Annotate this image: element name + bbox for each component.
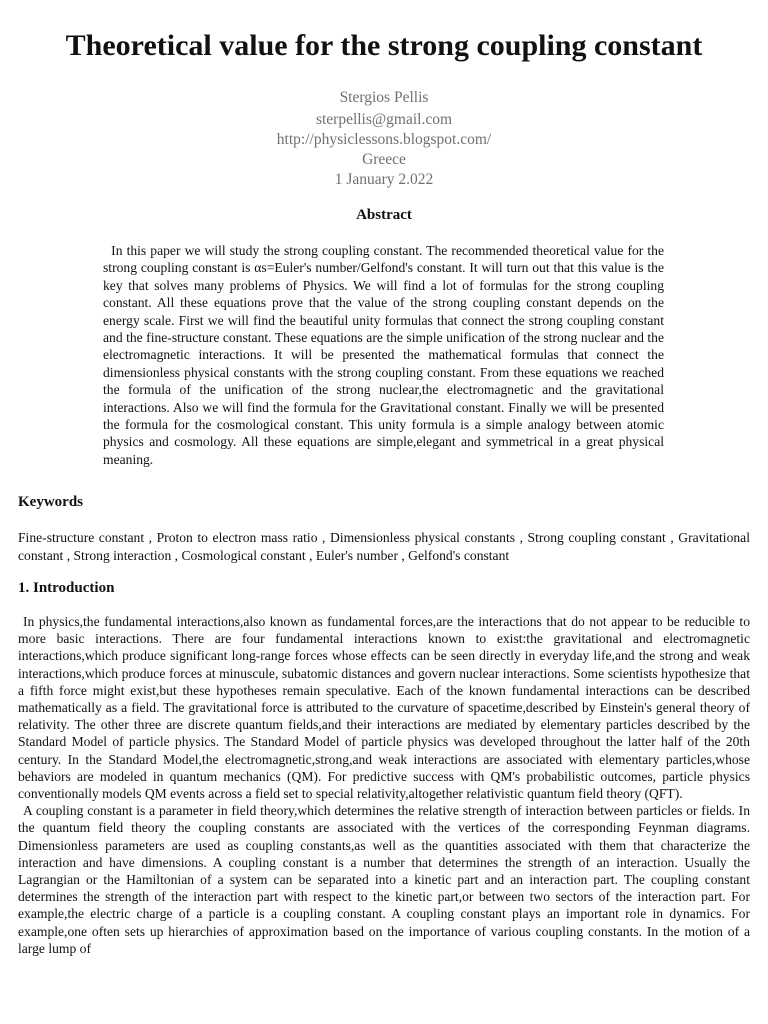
- author-name: Stergios Pellis: [339, 89, 429, 106]
- abstract-text: In this paper we will study the strong coupling constant. The recommended theoretical value for the strong coupling constant is αs=Euler's number/Gelfond's constant. It will turn out that this value is the key that solves many problems of Physics. We will find a lot of formulas for the strong coupling constant. All these equations prove that the value of the strong coupling constant depends on the energy scale. First we will find the beautiful unity formulas that connect the strong coupling constant and the fine-structure constant. These equations are the simple unification of the strong nuclear and the electromagnetic interactions. It will be presented the mathematical formulas that connect the dimensionless physical constants with the strong coupling constant. From these equations we reached the formula of the unification of the strong nuclear,the electromagnetic and the gravitational interactions. Also we will find the formula for the Gravitational constant. Finally we will be presented the formula for the cosmological constant. This unity formula is a simple analogy between atomic physics and cosmology. All these equations are simple,elegant and symmetrical in a great physical meaning.: [103, 243, 665, 467]
- introduction-paragraph: In physics,the fundamental interactions,also known as fundamental forces,are the interactions that do not appear to be reducible to more basic interactions. There are four fundamental interactions known to exist:the gravitational and electromagnetic interactions,which produce significant long-range forces whose effects can be seen directly in everyday life,and the strong and weak interactions,which produce forces at minuscule, subatomic distances and govern nuclear interactions. Some scientists hypothesize that a fifth force might exist,but these hypotheses remain speculative. Each of the known fundamental interactions can be described mathematically as a field. The gravitational force is attributed to the curvature of spacetime,described by Einstein's general theory of relativity. The other three are discrete quantum fields,and their interactions are mediated by elementary particles described by the Standard Model of particle physics. The Standard Model of particle physics was developed throughout the latter half of the 20th century. In the Standard Model,the electromagnetic,strong,and weak interactions are associated with elementary particles,whose behaviors are modeled in quantum mechanics (QM). For predictive success with QM's probabilistic outcomes, particle physics conventionally models QM events across a field set to special relativity,altogether relativistic quantum field theory (QFT).: [18, 614, 750, 802]
- paper-title: Theoretical value for the strong coupling constant: [65, 29, 703, 62]
- author-block: [0, 88, 768, 190]
- introduction-heading: 1. Introduction: [18, 580, 115, 596]
- keywords-text: Fine-structure constant , Proton to electron mass ratio , Dimensionless physical constants , Strong coupling constant , Gravitational constant , Strong interaction , Cosmological constant , Euler's number , Gelfond's constant: [18, 530, 750, 563]
- keywords-heading: Keywords: [18, 494, 83, 510]
- author-website: http://physiclessons.blogspot.com/: [276, 131, 492, 148]
- introduction-body: [18, 613, 750, 957]
- author-country: Greece: [362, 151, 406, 168]
- introduction-paragraph: A coupling constant is a parameter in field theory,which determines the relative strength of interaction between particles or fields. In the quantum field theory the coupling constants are associated with the vertices of the corresponding Feynman diagrams. Dimensionless parameters are used as coupling constants,as well as the quantities associated with them that characterize the interaction and have dimensions. A coupling constant is a number that determines the strength of an interaction. Usually the Lagrangian or the Hamiltonian of a system can be separated into a kinetic part and an interaction part. The coupling constant determines the strength of the interaction part with respect to the kinetic part,or between two sectors of the interaction part. For example,the electric charge of a particle is a coupling constant. A coupling constant plays an important role in dynamics. For example,one often sets up hierarchies of approximation based on the importance of various coupling constants. In the motion of a large lump of: [18, 803, 750, 956]
- abstract-heading: Abstract: [356, 207, 412, 223]
- author-email: sterpellis@gmail.com: [315, 111, 453, 128]
- paper-date: 1 January 2.022: [334, 171, 434, 188]
